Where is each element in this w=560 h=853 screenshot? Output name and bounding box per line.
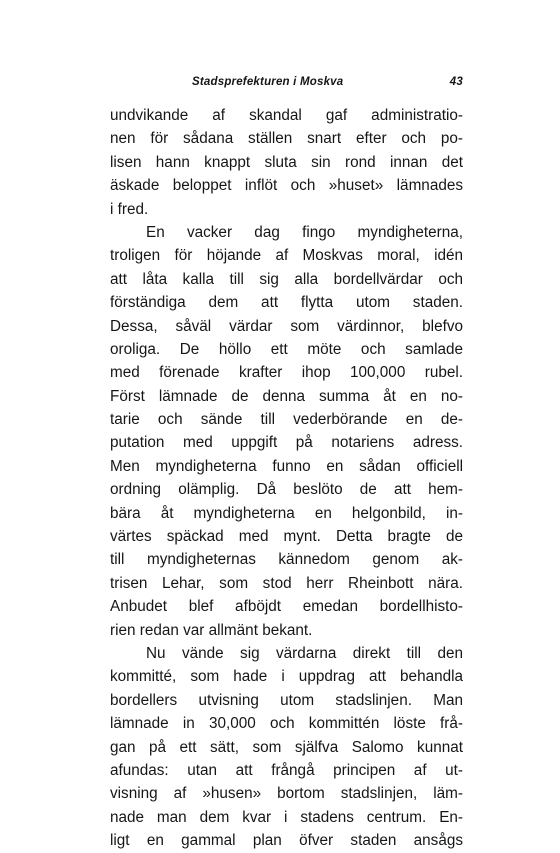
running-head bbox=[110, 76, 463, 94]
running-title: Stadsprefekturen i Moskva bbox=[192, 76, 344, 88]
body-text bbox=[110, 104, 463, 853]
text-line: nen för sådana ställen snart efter och po- bbox=[110, 130, 463, 148]
text-line: lämnade in 30,000 och kommittén löste frå- bbox=[110, 715, 463, 733]
text-line: bära åt myndigheterna en helgonbild, in- bbox=[110, 504, 463, 522]
text-line: gan på ett sätt, som själfva Salomo kunnat bbox=[110, 738, 463, 756]
text-line: lisen hann knappt sluta sin rond innan det bbox=[110, 153, 463, 171]
text-line: Dessa, såväl värdar som värdinnor, blefvo bbox=[110, 317, 463, 335]
text-line: troligen för höjande af Moskvas moral, idén bbox=[110, 247, 463, 265]
text-line: med förenade krafter ihop 100,000 rubel. bbox=[110, 364, 463, 382]
text-line: undvikande af skandal gaf administratio- bbox=[110, 107, 463, 124]
text-line: trisen Lehar, som stod herr Rheinbott nära. bbox=[110, 574, 463, 592]
text-line: kommitté, som hade i uppdrag att behandla bbox=[110, 668, 463, 686]
text-line: äskade beloppet inflöt och »huset» lämnades bbox=[110, 177, 463, 195]
text-line: putation med uppgift på notariens adress. bbox=[110, 434, 463, 452]
text-line: tarie och sände till vederbörande en de- bbox=[110, 411, 463, 429]
text-line: i fred. bbox=[110, 200, 149, 218]
text-line: värtes späckad med mynt. Detta bragte de bbox=[110, 528, 463, 546]
text-line: ordning olämplig. Då beslöto de att hem- bbox=[110, 481, 463, 499]
text-line: Nu vände sig värdarna direkt till den bbox=[146, 644, 463, 662]
text-line: oroliga. De höllo ett möte och samlade bbox=[110, 340, 463, 358]
text-line: ligt en gammal plan öfver staden ansågs bbox=[110, 832, 463, 850]
text-line: till myndigheternas kännedom genom ak- bbox=[110, 551, 463, 569]
text-line: Först lämnade de denna summa åt en no- bbox=[110, 387, 463, 405]
text-line: afundas: utan att frångå principen af ut- bbox=[110, 761, 463, 779]
text-line: nade man dem kvar i stadens centrum. En- bbox=[110, 808, 463, 826]
text-line: bordellers utvisning utom stadslinjen. Man bbox=[110, 691, 463, 709]
text-line: Men myndigheterna funno en sådan officiell bbox=[110, 457, 463, 475]
text-line: att låta kalla till sig alla bordellvärdar och bbox=[110, 270, 463, 288]
text-line: visning af »husen» bortom stadslinjen, läm- bbox=[110, 785, 463, 803]
text-line: rien redan var allmänt bekant. bbox=[110, 621, 313, 639]
text-line: En vacker dag fingo myndigheterna, bbox=[146, 223, 463, 241]
page-number: 43 bbox=[449, 76, 463, 88]
text-line: Anbudet blef afböjdt emedan bordellhisto- bbox=[110, 598, 463, 616]
text-line: förständiga dem att flytta utom staden. bbox=[110, 294, 463, 312]
